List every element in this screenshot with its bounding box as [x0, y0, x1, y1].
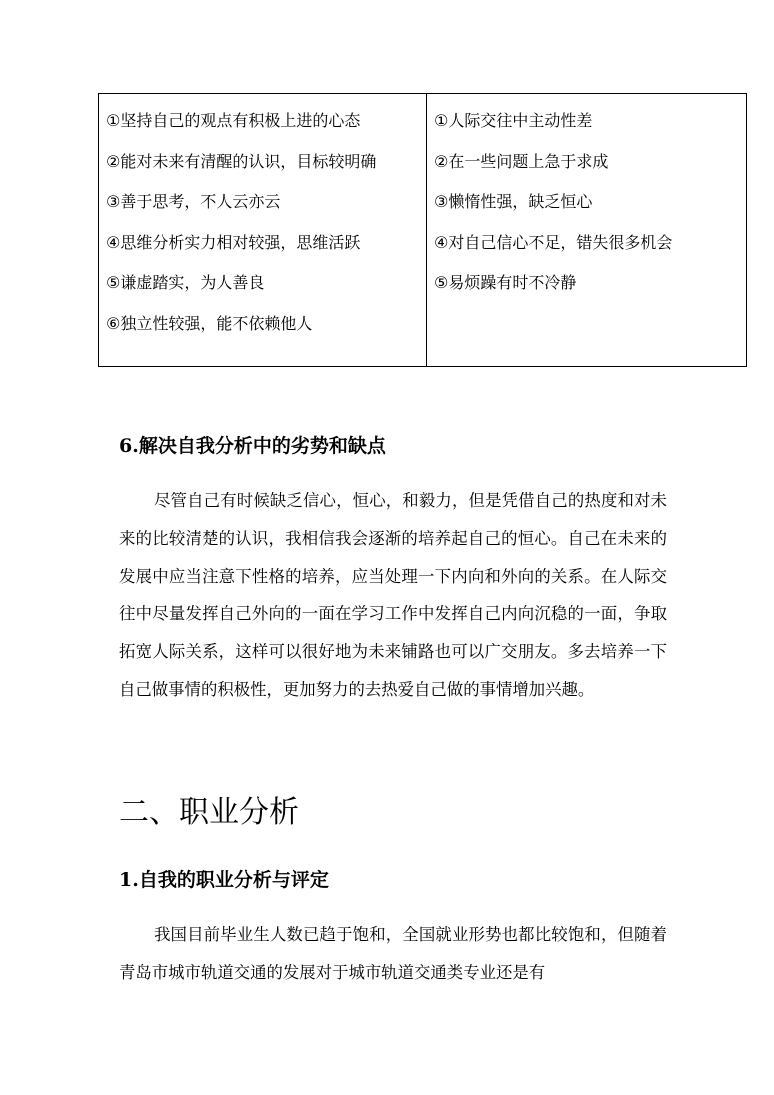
- list-item: ④对自己信心不足，错失很多机会: [434, 232, 673, 252]
- list-item: ⑥独立性较强，能不依赖他人: [106, 313, 313, 333]
- table-row: [99, 94, 747, 367]
- list-item: ①人际交往中主动性差: [434, 111, 593, 130]
- section-6-paragraph: 尽管自己有时候缺乏信心，恒心，和毅力，但是凭借自己的热度和对未来的比较清楚的认识，我相信我会逐渐的培养起自己的恒心。自己在未来的发展中应当注意下性格的培养，应当处理一下内向和外向的关系。在人际交往中尽量发挥自己外向的一面在学习工作中发挥自己内向沉稳的一面，争取拓宽人际关系，这样可以很好地为未来铺路也可以广交朋友。多去培养一下自己做事情的积极性，更加努力的去热爱自己做的事情增加兴趣。: [119, 491, 667, 699]
- list-item: ③懒惰性强，缺乏恒心: [434, 192, 593, 211]
- section-1-heading: 1.自我的职业分析与评定: [119, 869, 329, 891]
- chapter-2-heading: 二、职业分析: [119, 795, 299, 830]
- strengths-cell: [99, 94, 427, 367]
- section-6-heading: 6.解决自我分析中的劣势和缺点: [119, 435, 386, 457]
- weaknesses-cell: [427, 94, 747, 367]
- list-item: ③善于思考，不人云亦云: [106, 192, 281, 211]
- strengths-weaknesses-table: [98, 93, 747, 367]
- list-item: ⑤谦虚踏实，为人善良: [106, 273, 265, 292]
- list-item: ②在一些问题上急于求成: [434, 151, 609, 171]
- strengths-list: [99, 94, 426, 344]
- weaknesses-list: [427, 94, 746, 304]
- list-item: ②能对未来有清醒的认识，目标较明确: [106, 151, 377, 171]
- list-item: ①坚持自己的观点有积极上进的心态: [106, 111, 361, 130]
- list-item: ④思维分析实力相对较强，思维活跃: [106, 232, 361, 252]
- list-item: ⑤易烦躁有时不冷静: [434, 273, 577, 292]
- section-1-paragraph: 我国目前毕业生人数已趋于饱和，全国就业形势也都比较饱和，但随着青岛市城市轨道交通的发展对于城市轨道交通类专业还是有: [119, 925, 667, 982]
